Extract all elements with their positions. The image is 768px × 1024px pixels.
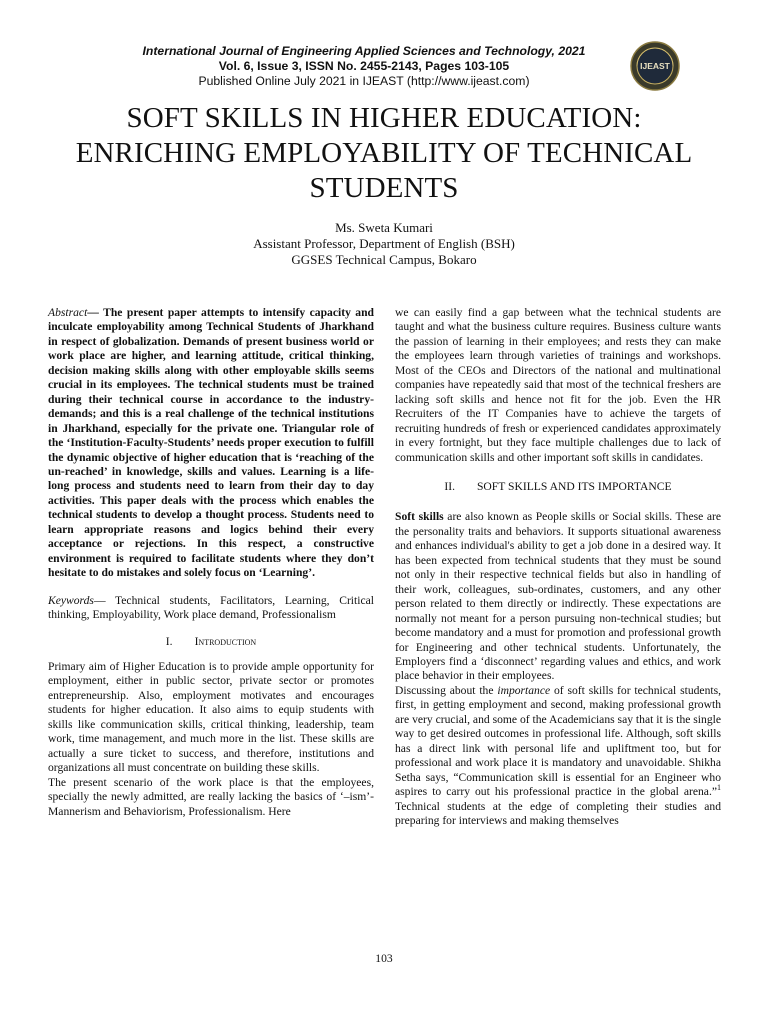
journal-name: International Journal of Engineering Applied Sciences and Technology, 2021 <box>142 44 586 58</box>
abstract <box>48 306 374 581</box>
section-number: II. <box>444 479 455 493</box>
title-line-3: STUDENTS <box>309 172 459 204</box>
section-title: Introduction <box>194 634 257 648</box>
continuation-paragraph: we can easily find a gap between what the technical students are taught and what the business culture requires. Business culture wants the passion of learning in their employees; and rests they can make the employees learn through varieties of trainings and workshops. Most of the CEOs and Directors of the national and multinational companies have repeatedly said that most of the technical freshers are lacking soft skills and hence not fit for the job. Even the HR Recruiters of the IT Companies have to achieve the targets of recruiting hundreds of fresh or experienced candidates approximately in every fortnight, but they face multiple challenges due to lack of communication skills and other important soft skills in candidates. <box>395 306 721 464</box>
footnote-marker: 1 <box>717 783 721 793</box>
intro-paragraph-2: The present scenario of the work place is that the employees, specially the newly admitted, are really lacking the basics of ‘–ism’- Mannerism and Behaviorism, Professionalism. Here <box>48 775 374 818</box>
author-block <box>150 220 618 268</box>
journal-volume: Vol. 6, Issue 3, ISSN No. 2455-2143, Pages 103-105 <box>218 59 510 73</box>
intro-paragraph-1: Primary aim of Higher Education is to provide ample opportunity for employment, either in public sector, private sector or promotes entrepreneurship. Also, employment motivates and encourages students for higher education. It also aims to equip students with skills like communication skills, critical thinking, leadership, team work, time management, and much more in the list. These skills are actually a sure ticket to success, and therefore, institutions and organizations all must concentrate on building these skills. <box>48 659 374 775</box>
importance-italic: importance <box>497 683 551 697</box>
soft-skills-paragraph-1 <box>395 510 721 683</box>
ijeast-logo-icon <box>626 40 684 92</box>
author-name: Ms. Sweta Kumari <box>335 220 433 235</box>
title-line-1: SOFT SKILLS IN HIGHER EDUCATION: <box>126 102 642 134</box>
soft-skills-paragraph-2 <box>395 684 721 829</box>
left-column <box>48 306 374 819</box>
keywords-label: Keywords <box>48 593 94 607</box>
journal-header <box>110 44 618 89</box>
title-line-2: ENRICHING EMPLOYABILITY OF TECHNICAL <box>75 137 693 169</box>
logo-text: IJEAST <box>640 61 670 71</box>
soft-skills-term: Soft skills <box>395 510 444 524</box>
abstract-text: The present paper attempts to intensify capacity and inculcate employability among Technical Students of Jharkhand in respect of globalization. Demands of present business world or work place are higher, and learning attitude, critical thinking, decision making skills along with other employable skills seems crucial in its employees. The technical students must be trained during their technical course in accordance to the industry-demands; and this is a real challenge of the technical institutions in Jharkhand, especially for the private one. Triangular role of the ‘Institution-Faculty-Students’ needs proper execution to fulfill the dynamic objective of higher education that is ‘reaching of the un-reached’ in knowledge, skills and values. Learning is a life-long process and students need to learn from their day to day activities. This paper deals with the process which enables the technical students to develop a thought process. Students need to learn appropriate reasons and logics behind their every acceptance or rejections. In this respect, a constructive environment is required to facilitate students where they don’t hesitate to do mistakes and solely focus on ‘Learning’. <box>48 306 374 580</box>
author-position: Assistant Professor, Department of English (BSH) <box>253 236 515 251</box>
journal-published: Published Online July 2021 in IJEAST (http://www.ijeast.com) <box>198 74 530 88</box>
keywords-text: Technical students, Facilitators, Learning, Critical thinking, Employability, Work place demand, Professionalism <box>48 593 374 622</box>
abstract-label: Abstract <box>48 306 88 319</box>
keywords-dash: — <box>93 593 115 607</box>
paper-title <box>30 101 738 206</box>
section-number: I. <box>165 634 173 648</box>
abstract-dash: — <box>87 306 104 319</box>
importance-text-a: Discussing about the <box>395 683 498 697</box>
section-heading-soft-skills <box>395 480 721 494</box>
page-number: 103 <box>375 952 393 965</box>
keywords <box>48 594 374 623</box>
importance-text-c: Technical students at the edge of completing their studies and preparing for interviews and making themselves <box>395 799 721 827</box>
section-heading-introduction <box>48 635 374 649</box>
section-title: SOFT SKILLS AND ITS IMPORTANCE <box>476 479 672 493</box>
importance-text-b: of soft skills for technical students, first, in getting employment and second, making professional growth are very crucial, and some of the Academicians say that it is the single way to get desired outcomes in professional life. Although, soft skills has a direct link with personal life and upliftment too, but for professional and work place it is mandatory and unavoidable. Shikha Setha says, “Communication skill is essential for an Engineer who aspires to carry out his professional practice in the global arena.” <box>395 683 721 799</box>
author-affiliation: GGSES Technical Campus, Bokaro <box>291 252 477 267</box>
right-column <box>395 306 721 828</box>
soft-skills-text: are also known as People skills or Social skills. These are the personality traits and behaviors. It supports situational awareness and enhances individual's ability to get a job done in a desired way. It has been expected from technical students that they must be sound not only in their respective technical fields but also in handling of their work, colleagues, sub-ordinates, customers, and any other person related to them directly or indirectly. These expectations are normally not meant for a person pursuing non-technical studies; but become mandatory and a must for promotion and professional growth for Engineering and other technical students. Unfortunately, the Employers find a ‘disconnect’ regarding values and ethics, and work place behavior in their employees. <box>395 510 721 683</box>
